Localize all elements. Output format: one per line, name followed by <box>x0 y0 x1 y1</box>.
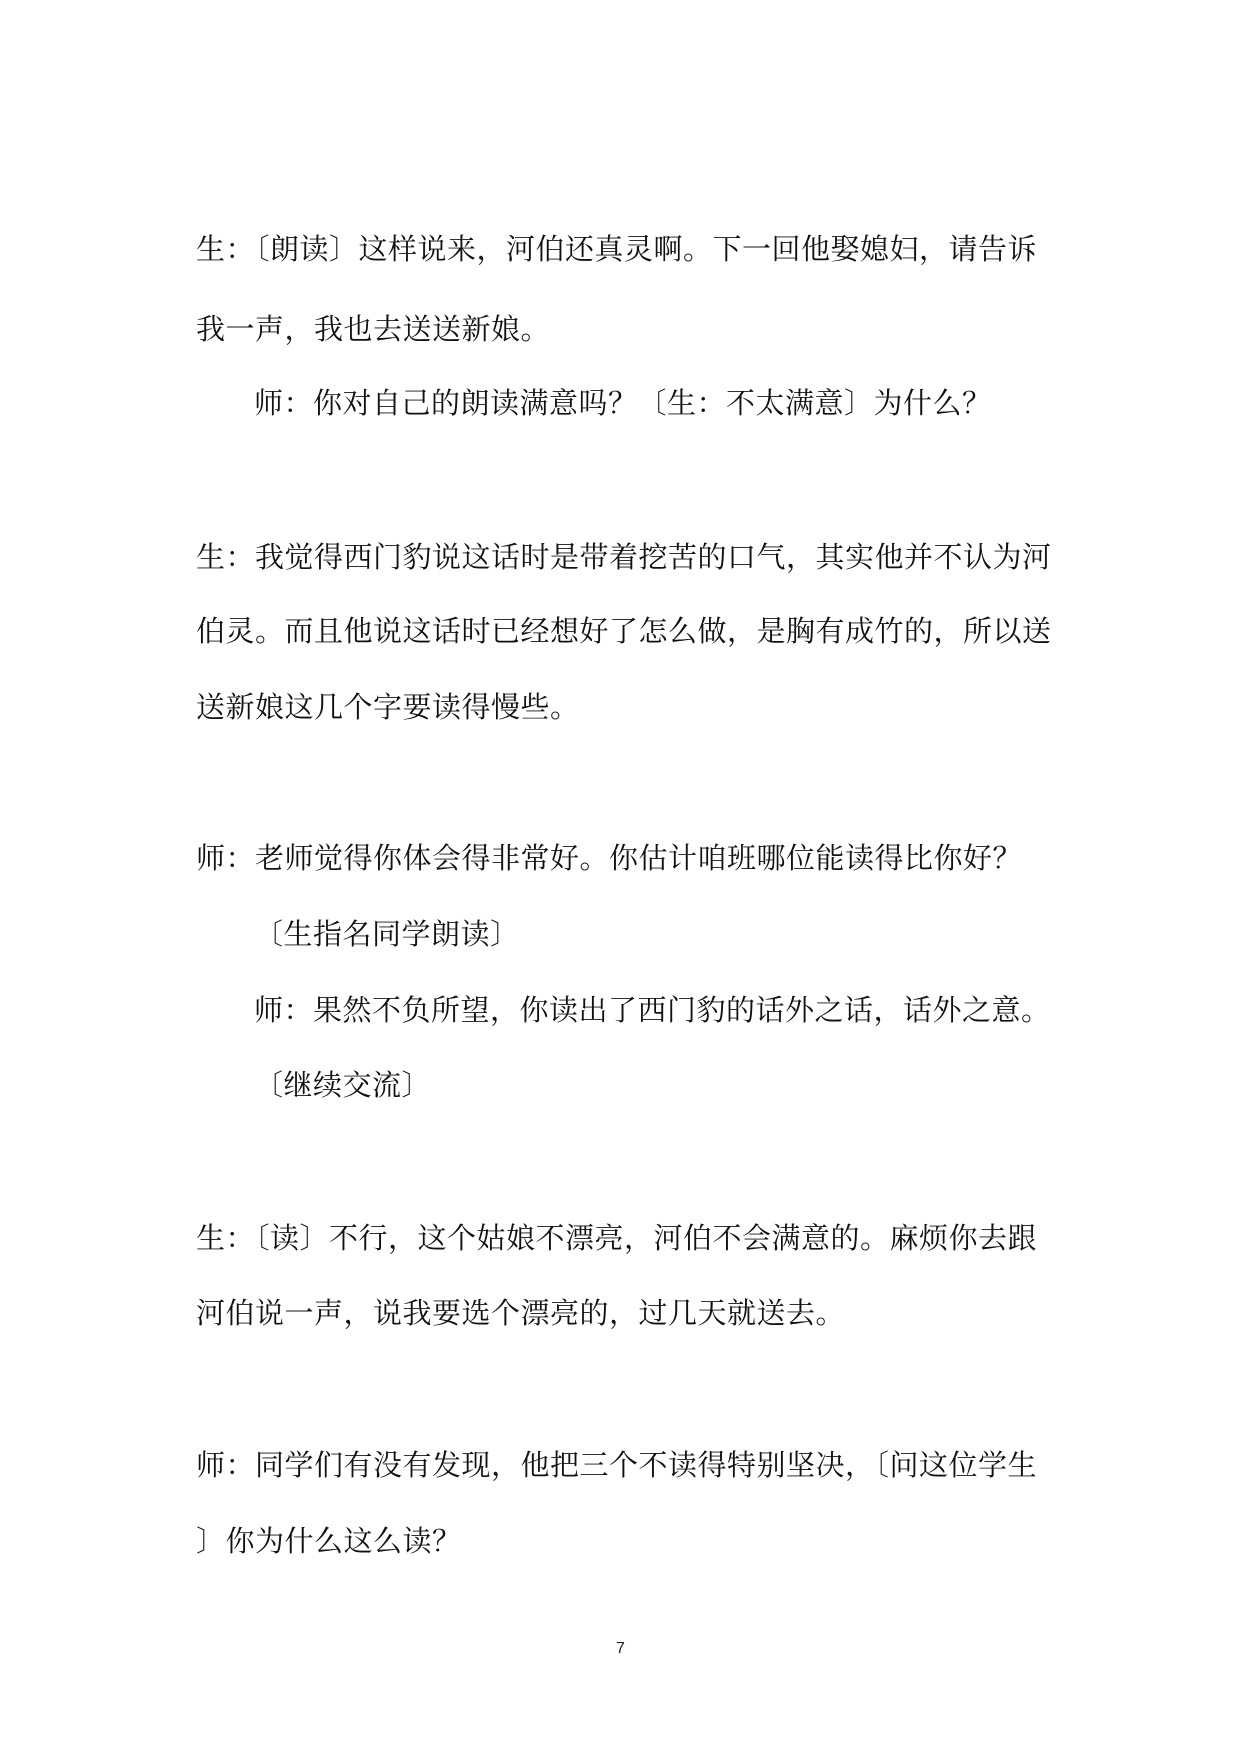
page-number: 7 <box>616 1640 625 1657</box>
text-line: 师：同学们有没有发现，他把三个不读得特别坚决，〔问这位学生 <box>196 1448 1038 1482</box>
text-line: 师：老师觉得你体会得非常好。你估计咱班哪位能读得比你好？ <box>196 841 1023 875</box>
text-line: 〕你为什么这么读？ <box>196 1524 462 1558</box>
text-line: 生：〔朗读〕这样说来，河伯还真灵啊。下一回他娶媳妇，请告诉 <box>196 232 1038 266</box>
text-line: 河伯说一声，说我要选个漂亮的，过几天就送去。 <box>196 1296 846 1330</box>
text-line: 师：果然不负所望，你读出了西门豹的话外之话，话外之意。 <box>254 993 1051 1027</box>
text-line: 伯灵。而且他说这话时已经想好了怎么做，是胸有成竹的，所以送 <box>196 614 1052 648</box>
text-line: 师：你对自己的朗读满意吗？〔生：不太满意〕为什么？ <box>254 386 992 420</box>
text-line: 送新娘这几个字要读得慢些。 <box>196 690 580 724</box>
text-line: 生：〔读〕不行，这个姑娘不漂亮，河伯不会满意的。麻烦你去跟 <box>196 1221 1038 1255</box>
text-line: 〔生指名同学朗读〕 <box>254 917 520 951</box>
text-line: 生：我觉得西门豹说这话时是带着挖苦的口气，其实他并不认为河 <box>196 540 1052 574</box>
text-line: 我一声，我也去送送新娘。 <box>196 312 551 346</box>
text-line: 〔继续交流〕 <box>254 1068 432 1102</box>
